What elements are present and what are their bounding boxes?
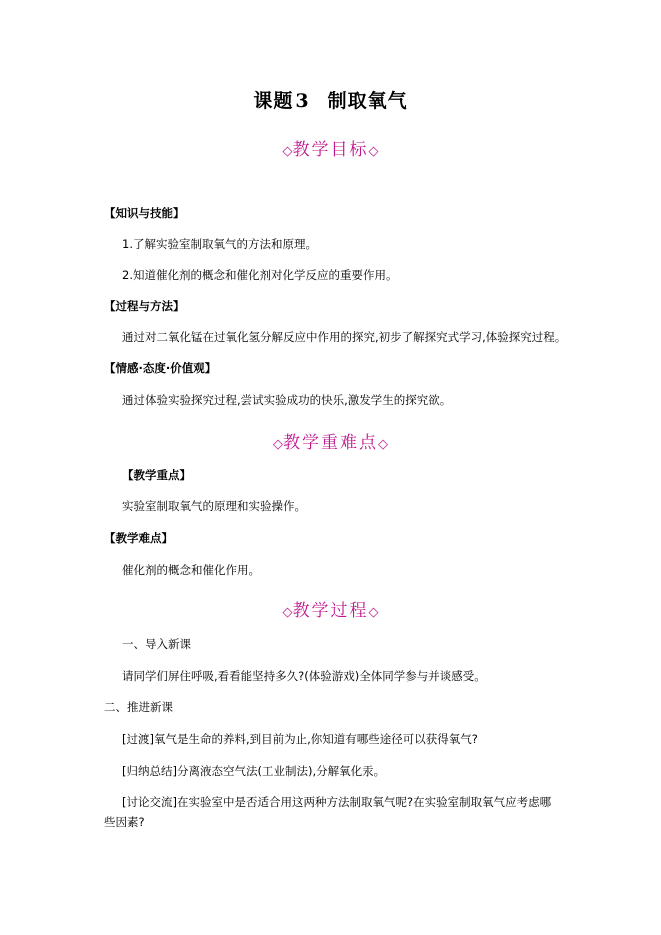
knowledge-item-2: 2.知道催化剂的概念和催化剂对化学反应的重要作用。 bbox=[122, 268, 398, 282]
step1-heading: 一、导入新课 bbox=[122, 637, 191, 651]
step1-text: 请同学们屏住呼吸,看看能坚持多久?(体验游戏)全体同学参与并谈感受。 bbox=[122, 669, 486, 683]
section-heading-objectives bbox=[0, 135, 661, 160]
step2-heading: 二、推进新课 bbox=[104, 700, 173, 714]
lesson-title bbox=[0, 86, 661, 113]
section-heading-process bbox=[0, 596, 661, 621]
diamond-icon: ◇ bbox=[368, 605, 379, 620]
diamond-icon: ◇ bbox=[282, 605, 293, 620]
section-title: 教学目标 bbox=[292, 140, 369, 160]
transition-text: [过渡]氧气是生命的养料,到目前为止,你知道有哪些途径可以获得氧气? bbox=[122, 732, 478, 746]
discussion-text-line2: 些因素? bbox=[104, 815, 145, 829]
process-method-heading: 【过程与方法】 bbox=[104, 299, 185, 313]
process-method-item: 通过对二氧化锰在过氧化氢分解反应中作用的探究,初步了解探究式学习,体验探究过程。 bbox=[122, 330, 567, 344]
difficulty-heading: 【教学难点】 bbox=[104, 531, 173, 545]
difficulty-item: 催化剂的概念和催化作用。 bbox=[122, 563, 260, 577]
discussion-text-line1: [讨论交流]在实验室中是否适合用这两种方法制取氧气呢?在实验室制取氧气应考虑哪 bbox=[122, 795, 552, 809]
diamond-icon: ◇ bbox=[378, 437, 388, 452]
section-title: 教学重难点 bbox=[283, 433, 378, 453]
emotion-item: 通过体验实验探究过程,尝试实验成功的快乐,激发学生的探究欲。 bbox=[122, 393, 452, 407]
focus-heading: 【教学重点】 bbox=[122, 468, 191, 482]
focus-item: 实验室制取氧气的原理和实验操作。 bbox=[122, 499, 306, 513]
knowledge-item-1: 1.了解实验室制取氧气的方法和原理。 bbox=[122, 237, 317, 251]
section-title: 教学过程 bbox=[292, 601, 369, 621]
lesson-number: 3 bbox=[295, 90, 310, 112]
lesson-topic: 制取氧气 bbox=[327, 90, 408, 112]
lesson-label: 课题 bbox=[253, 90, 294, 112]
diamond-icon: ◇ bbox=[273, 437, 283, 452]
emotion-heading: 【情感·态度·价值观】 bbox=[104, 361, 217, 375]
summary-text: [归纳总结]分离液态空气法(工业制法),分解氧化汞。 bbox=[122, 764, 386, 778]
section-heading-key-points bbox=[0, 428, 661, 453]
diamond-icon: ◇ bbox=[368, 144, 379, 159]
diamond-icon: ◇ bbox=[282, 144, 293, 159]
knowledge-heading: 【知识与技能】 bbox=[104, 206, 185, 220]
